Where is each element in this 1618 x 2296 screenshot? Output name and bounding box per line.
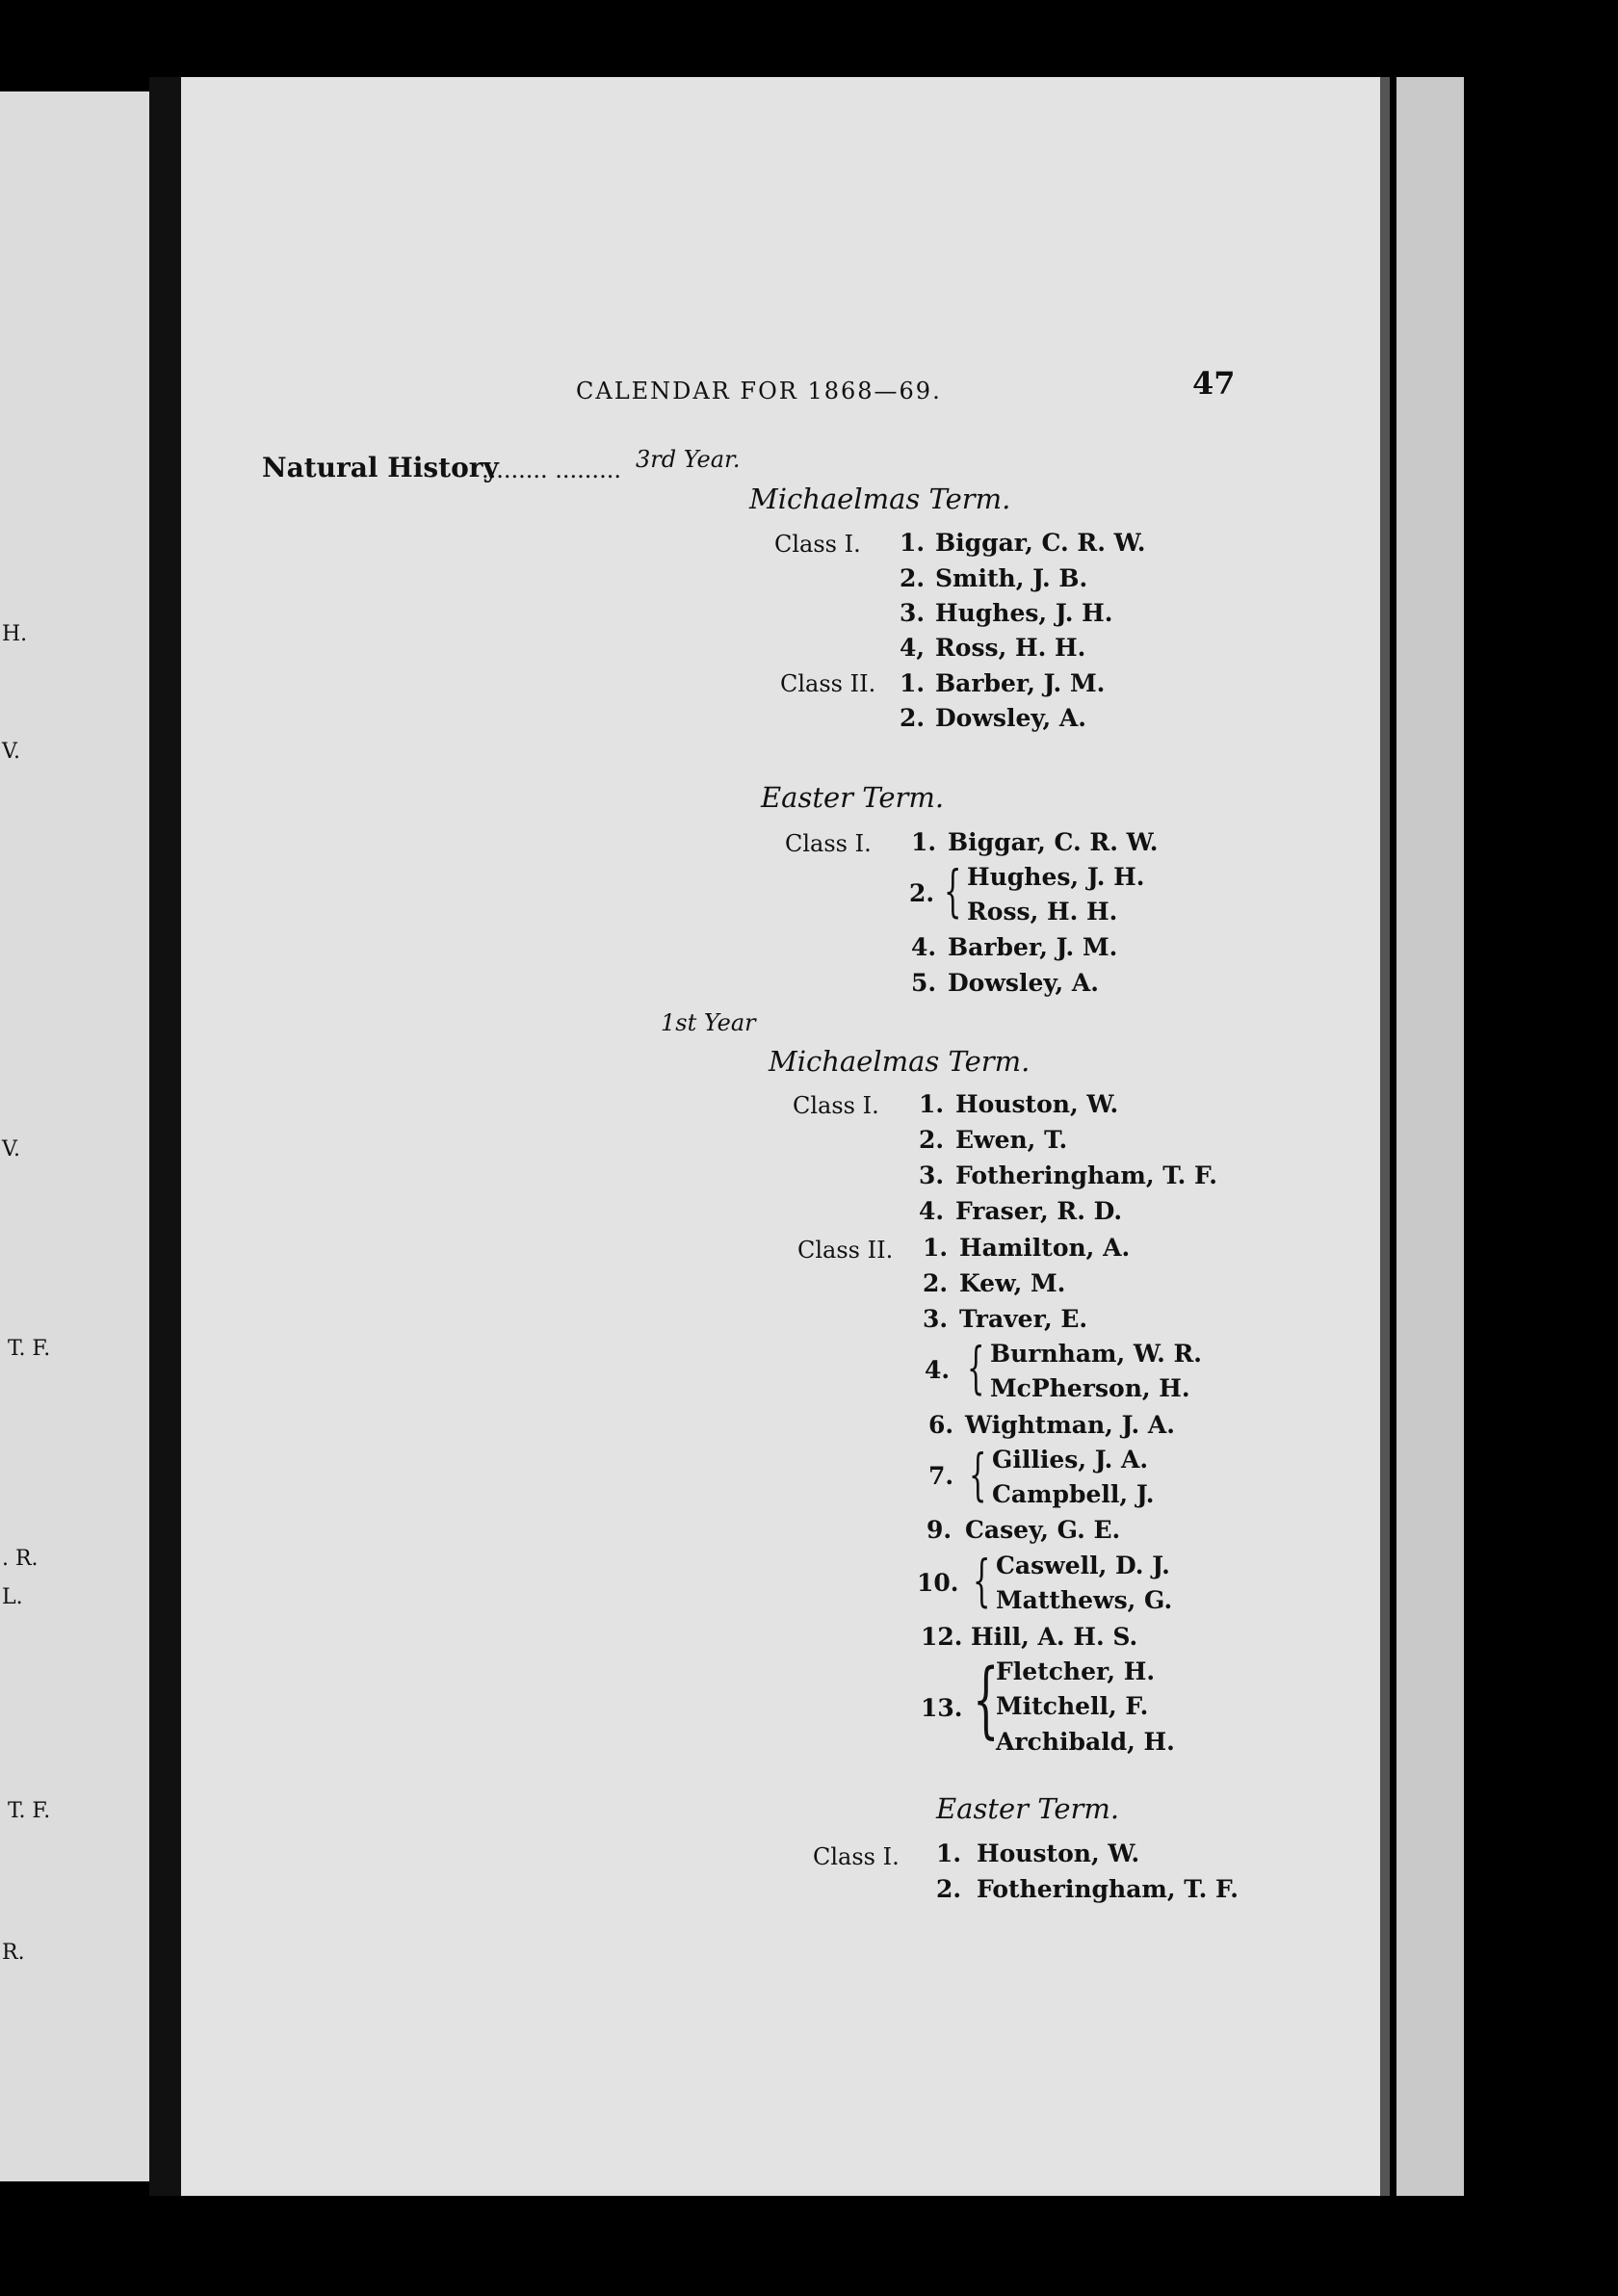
brace: {: [969, 1442, 987, 1507]
student-name: Fraser, R. D.: [955, 1197, 1123, 1225]
rank: 2.: [923, 1269, 949, 1297]
brace: {: [944, 858, 962, 924]
student-name: Houston, W.: [955, 1090, 1119, 1118]
student-name: Ross, H. H.: [935, 634, 1086, 662]
student-name: Fletcher, H.: [996, 1657, 1156, 1685]
student-name: Campbell, J.: [992, 1480, 1155, 1508]
rank: 1.: [900, 669, 926, 697]
rank: 1.: [911, 828, 937, 856]
rank: 1.: [923, 1234, 949, 1262]
class-label: Class II.: [797, 1237, 894, 1264]
brace: {: [973, 1652, 1000, 1748]
left-page: [0, 91, 154, 2181]
rank: 3.: [900, 599, 926, 627]
student-name: Gillies, J. A.: [992, 1446, 1149, 1474]
student-name: Barber, J. M.: [935, 669, 1106, 697]
student-name: Hamilton, A.: [959, 1234, 1131, 1262]
left-fragment: V.: [2, 740, 21, 764]
student-name: Traver, E.: [959, 1305, 1088, 1333]
brace: {: [967, 1335, 985, 1400]
rank: 2.: [919, 1126, 945, 1154]
student-name: Biggar, C. R. W.: [948, 828, 1159, 856]
class-label: Class I.: [793, 1092, 879, 1119]
rank: 7.: [928, 1462, 954, 1490]
student-name: Casey, G. E.: [965, 1516, 1121, 1544]
student-name: Archibald, H.: [996, 1728, 1175, 1756]
student-name: Fotheringham, T. F.: [955, 1161, 1217, 1189]
student-name: Kew, M.: [959, 1269, 1066, 1297]
student-name: McPherson, H.: [990, 1374, 1190, 1402]
left-fragment: T. F.: [8, 1799, 51, 1823]
rank: 1.: [936, 1839, 962, 1867]
left-fragment: . R.: [2, 1547, 39, 1571]
rank: 5.: [911, 969, 937, 997]
year-label: 1st Year: [661, 1009, 756, 1036]
student-name: Biggar, C. R. W.: [935, 529, 1146, 557]
student-name: Hughes, J. H.: [967, 863, 1145, 891]
class-label: Class I.: [785, 830, 872, 857]
student-name: Ewen, T.: [955, 1126, 1068, 1154]
rank: 1.: [919, 1090, 945, 1118]
term-heading: Michaelmas Term.: [749, 483, 1011, 515]
left-fragment: T. F.: [8, 1337, 51, 1361]
left-fragment: H.: [2, 622, 28, 646]
rank: 4.: [925, 1356, 951, 1384]
student-name: Houston, W.: [977, 1839, 1140, 1867]
student-name: Burnham, W. R.: [990, 1340, 1202, 1368]
rank: 2.: [900, 704, 926, 732]
rank: 4,: [900, 634, 926, 662]
student-name: Barber, J. M.: [948, 933, 1118, 961]
year-label: 3rd Year.: [636, 446, 741, 473]
student-name: Fotheringham, T. F.: [977, 1875, 1239, 1903]
student-name: Dowsley, A.: [935, 704, 1086, 732]
rank: 9.: [926, 1516, 953, 1544]
student-name: Hill, A. H. S.: [971, 1623, 1138, 1651]
left-fragment: L.: [2, 1585, 23, 1609]
rank: 2.: [900, 564, 926, 592]
rank: 3.: [919, 1161, 945, 1189]
student-name: Hughes, J. H.: [935, 599, 1113, 627]
term-heading: Easter Term.: [761, 781, 945, 814]
student-name: Mitchell, F.: [996, 1692, 1149, 1720]
class-label: Class I.: [774, 531, 861, 558]
rank: 13.: [921, 1694, 963, 1722]
rank: 10.: [917, 1569, 959, 1597]
rank: 4.: [911, 933, 937, 961]
student-name: Ross, H. H.: [967, 898, 1118, 926]
rank: 4.: [919, 1197, 945, 1225]
student-name: Wightman, J. A.: [965, 1411, 1175, 1439]
page-edge-outer: [1396, 77, 1464, 2196]
rank: 2.: [936, 1875, 962, 1903]
rank: 6.: [928, 1411, 954, 1439]
rank: 1.: [900, 529, 926, 557]
student-name: Caswell, D. J.: [996, 1552, 1170, 1579]
term-heading: Easter Term.: [936, 1792, 1120, 1825]
left-fragment: R.: [2, 1941, 25, 1965]
dot-leader: ......... .........: [482, 457, 621, 483]
class-label: Class I.: [813, 1843, 900, 1870]
student-name: Dowsley, A.: [948, 969, 1099, 997]
rank: 3.: [923, 1305, 949, 1333]
class-label: Class II.: [780, 670, 876, 697]
subject-heading: Natural History: [262, 452, 499, 483]
running-header: CALENDAR FOR 1868—69.: [576, 378, 942, 404]
student-name: Matthews, G.: [996, 1586, 1173, 1614]
rank: 12.: [921, 1623, 963, 1651]
page-edge: [1380, 77, 1390, 2196]
page-number: 47: [1192, 365, 1236, 402]
student-name: Smith, J. B.: [935, 564, 1088, 592]
term-heading: Michaelmas Term.: [769, 1045, 1031, 1078]
brace: {: [973, 1548, 991, 1613]
left-fragment: V.: [2, 1137, 21, 1161]
rank: 2.: [909, 879, 935, 907]
